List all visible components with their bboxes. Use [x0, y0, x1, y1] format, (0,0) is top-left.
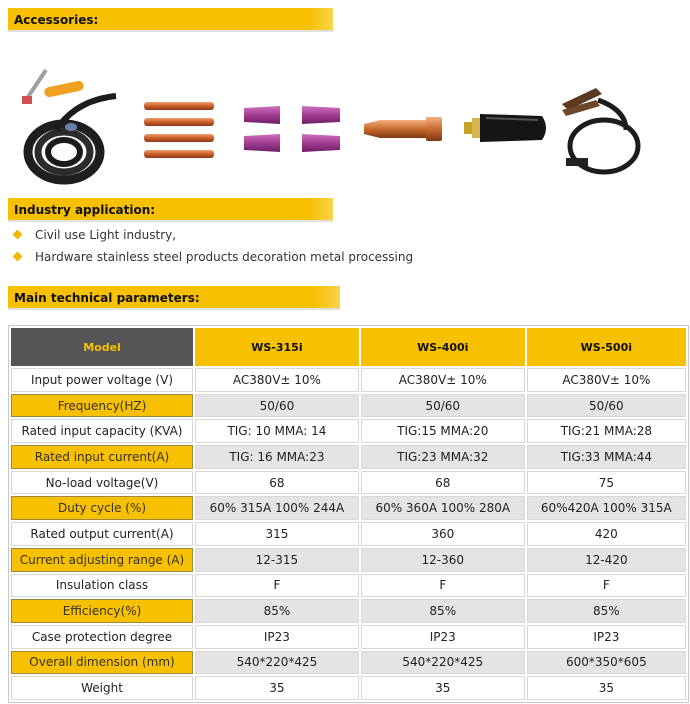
parameter-value: F	[527, 574, 686, 598]
model-header-ws315i: WS-315i	[195, 328, 359, 366]
parameter-label: Current adjusting range (A)	[11, 548, 193, 572]
parameter-value: AC380V± 10%	[361, 368, 525, 392]
parameter-value: IP23	[527, 625, 686, 649]
parameter-label: Rated input capacity (KVA)	[11, 419, 193, 443]
parameter-label: Frequency(HZ)	[11, 394, 193, 418]
model-header-ws500i: WS-500i	[527, 328, 686, 366]
parameter-label: Insulation class	[11, 574, 193, 598]
parameter-value: 60% 315A 100% 244A	[195, 496, 359, 520]
parameter-value: 540*220*425	[361, 651, 525, 675]
parameter-value: 420	[527, 522, 686, 546]
parameter-value: TIG:15 MMA:20	[361, 419, 525, 443]
table-row	[11, 676, 686, 700]
parameter-value: 68	[361, 471, 525, 495]
collet-body-icon	[360, 112, 450, 146]
table-row	[11, 394, 686, 418]
model-header-ws400i: WS-400i	[361, 328, 525, 366]
model-column-header: Model	[11, 328, 193, 366]
parameter-value: 540*220*425	[195, 651, 359, 675]
parameter-value: 12-420	[527, 548, 686, 572]
table-row	[11, 651, 686, 675]
parameter-value: 85%	[361, 599, 525, 623]
copper-electrodes-icon	[138, 100, 218, 160]
parameter-value: 50/60	[195, 394, 359, 418]
diamond-bullet-icon	[13, 230, 23, 240]
parameter-label: Weight	[11, 676, 193, 700]
parameter-value: AC380V± 10%	[527, 368, 686, 392]
table-row	[11, 599, 686, 623]
parameter-value: TIG:23 MMA:32	[361, 445, 525, 469]
parameter-value: 85%	[195, 599, 359, 623]
industry-item	[14, 228, 176, 242]
parameter-value: 12-315	[195, 548, 359, 572]
parameter-label: Efficiency(%)	[11, 599, 193, 623]
accessories-header: Accessories:	[8, 8, 333, 30]
cable-connector-icon	[462, 108, 552, 148]
industry-item-text: Civil use Light industry,	[35, 228, 177, 242]
industry-application-header: Industry application:	[8, 198, 333, 220]
parameters-header: Main technical parameters:	[8, 286, 340, 308]
parameter-label: Rated output current(A)	[11, 522, 193, 546]
parameter-value: IP23	[195, 625, 359, 649]
parameter-value: AC380V± 10%	[195, 368, 359, 392]
parameter-value: 60%420A 100% 315A	[527, 496, 686, 520]
parameter-value: 35	[527, 676, 686, 700]
parameter-label: Overall dimension (mm)	[11, 651, 193, 675]
table-header-row	[11, 328, 686, 366]
parameter-label: Rated input current(A)	[11, 445, 193, 469]
parameters-table	[9, 326, 688, 702]
parameter-value: TIG: 16 MMA:23	[195, 445, 359, 469]
tig-torch-icon	[16, 60, 126, 190]
parameter-value: 50/60	[527, 394, 686, 418]
industry-item-text: Hardware stainless steel products decoration metal processing	[35, 250, 414, 264]
table-row	[11, 496, 686, 520]
table-row	[11, 471, 686, 495]
parameter-value: 75	[527, 471, 686, 495]
table-row	[11, 522, 686, 546]
parameter-value: 360	[361, 522, 525, 546]
table-row	[11, 625, 686, 649]
parameter-value: 12-360	[361, 548, 525, 572]
table-row	[11, 368, 686, 392]
parameter-value: 68	[195, 471, 359, 495]
table-row	[11, 548, 686, 572]
parameter-value: 50/60	[361, 394, 525, 418]
parameter-value: 35	[195, 676, 359, 700]
table-row	[11, 445, 686, 469]
parameter-value: 600*350*605	[527, 651, 686, 675]
table-row	[11, 419, 686, 443]
parameter-value: TIG: 10 MMA: 14	[195, 419, 359, 443]
parameter-value: F	[195, 574, 359, 598]
diamond-bullet-icon	[13, 252, 23, 262]
parameter-label: Case protection degree	[11, 625, 193, 649]
parameter-value: TIG:33 MMA:44	[527, 445, 686, 469]
parameter-label: No-load voltage(V)	[11, 471, 193, 495]
parameter-value: 85%	[527, 599, 686, 623]
parameter-label: Input power voltage (V)	[11, 368, 193, 392]
parameter-value: TIG:21 MMA:28	[527, 419, 686, 443]
parameter-value: 35	[361, 676, 525, 700]
parameter-value: 60% 360A 100% 280A	[361, 496, 525, 520]
industry-item	[14, 250, 413, 264]
parameter-value: 315	[195, 522, 359, 546]
parameter-value: IP23	[361, 625, 525, 649]
parameter-value: F	[361, 574, 525, 598]
parameter-label: Duty cycle (%)	[11, 496, 193, 520]
ceramic-nozzles-icon	[240, 102, 350, 158]
table-row	[11, 574, 686, 598]
earth-clamp-icon	[556, 80, 646, 180]
